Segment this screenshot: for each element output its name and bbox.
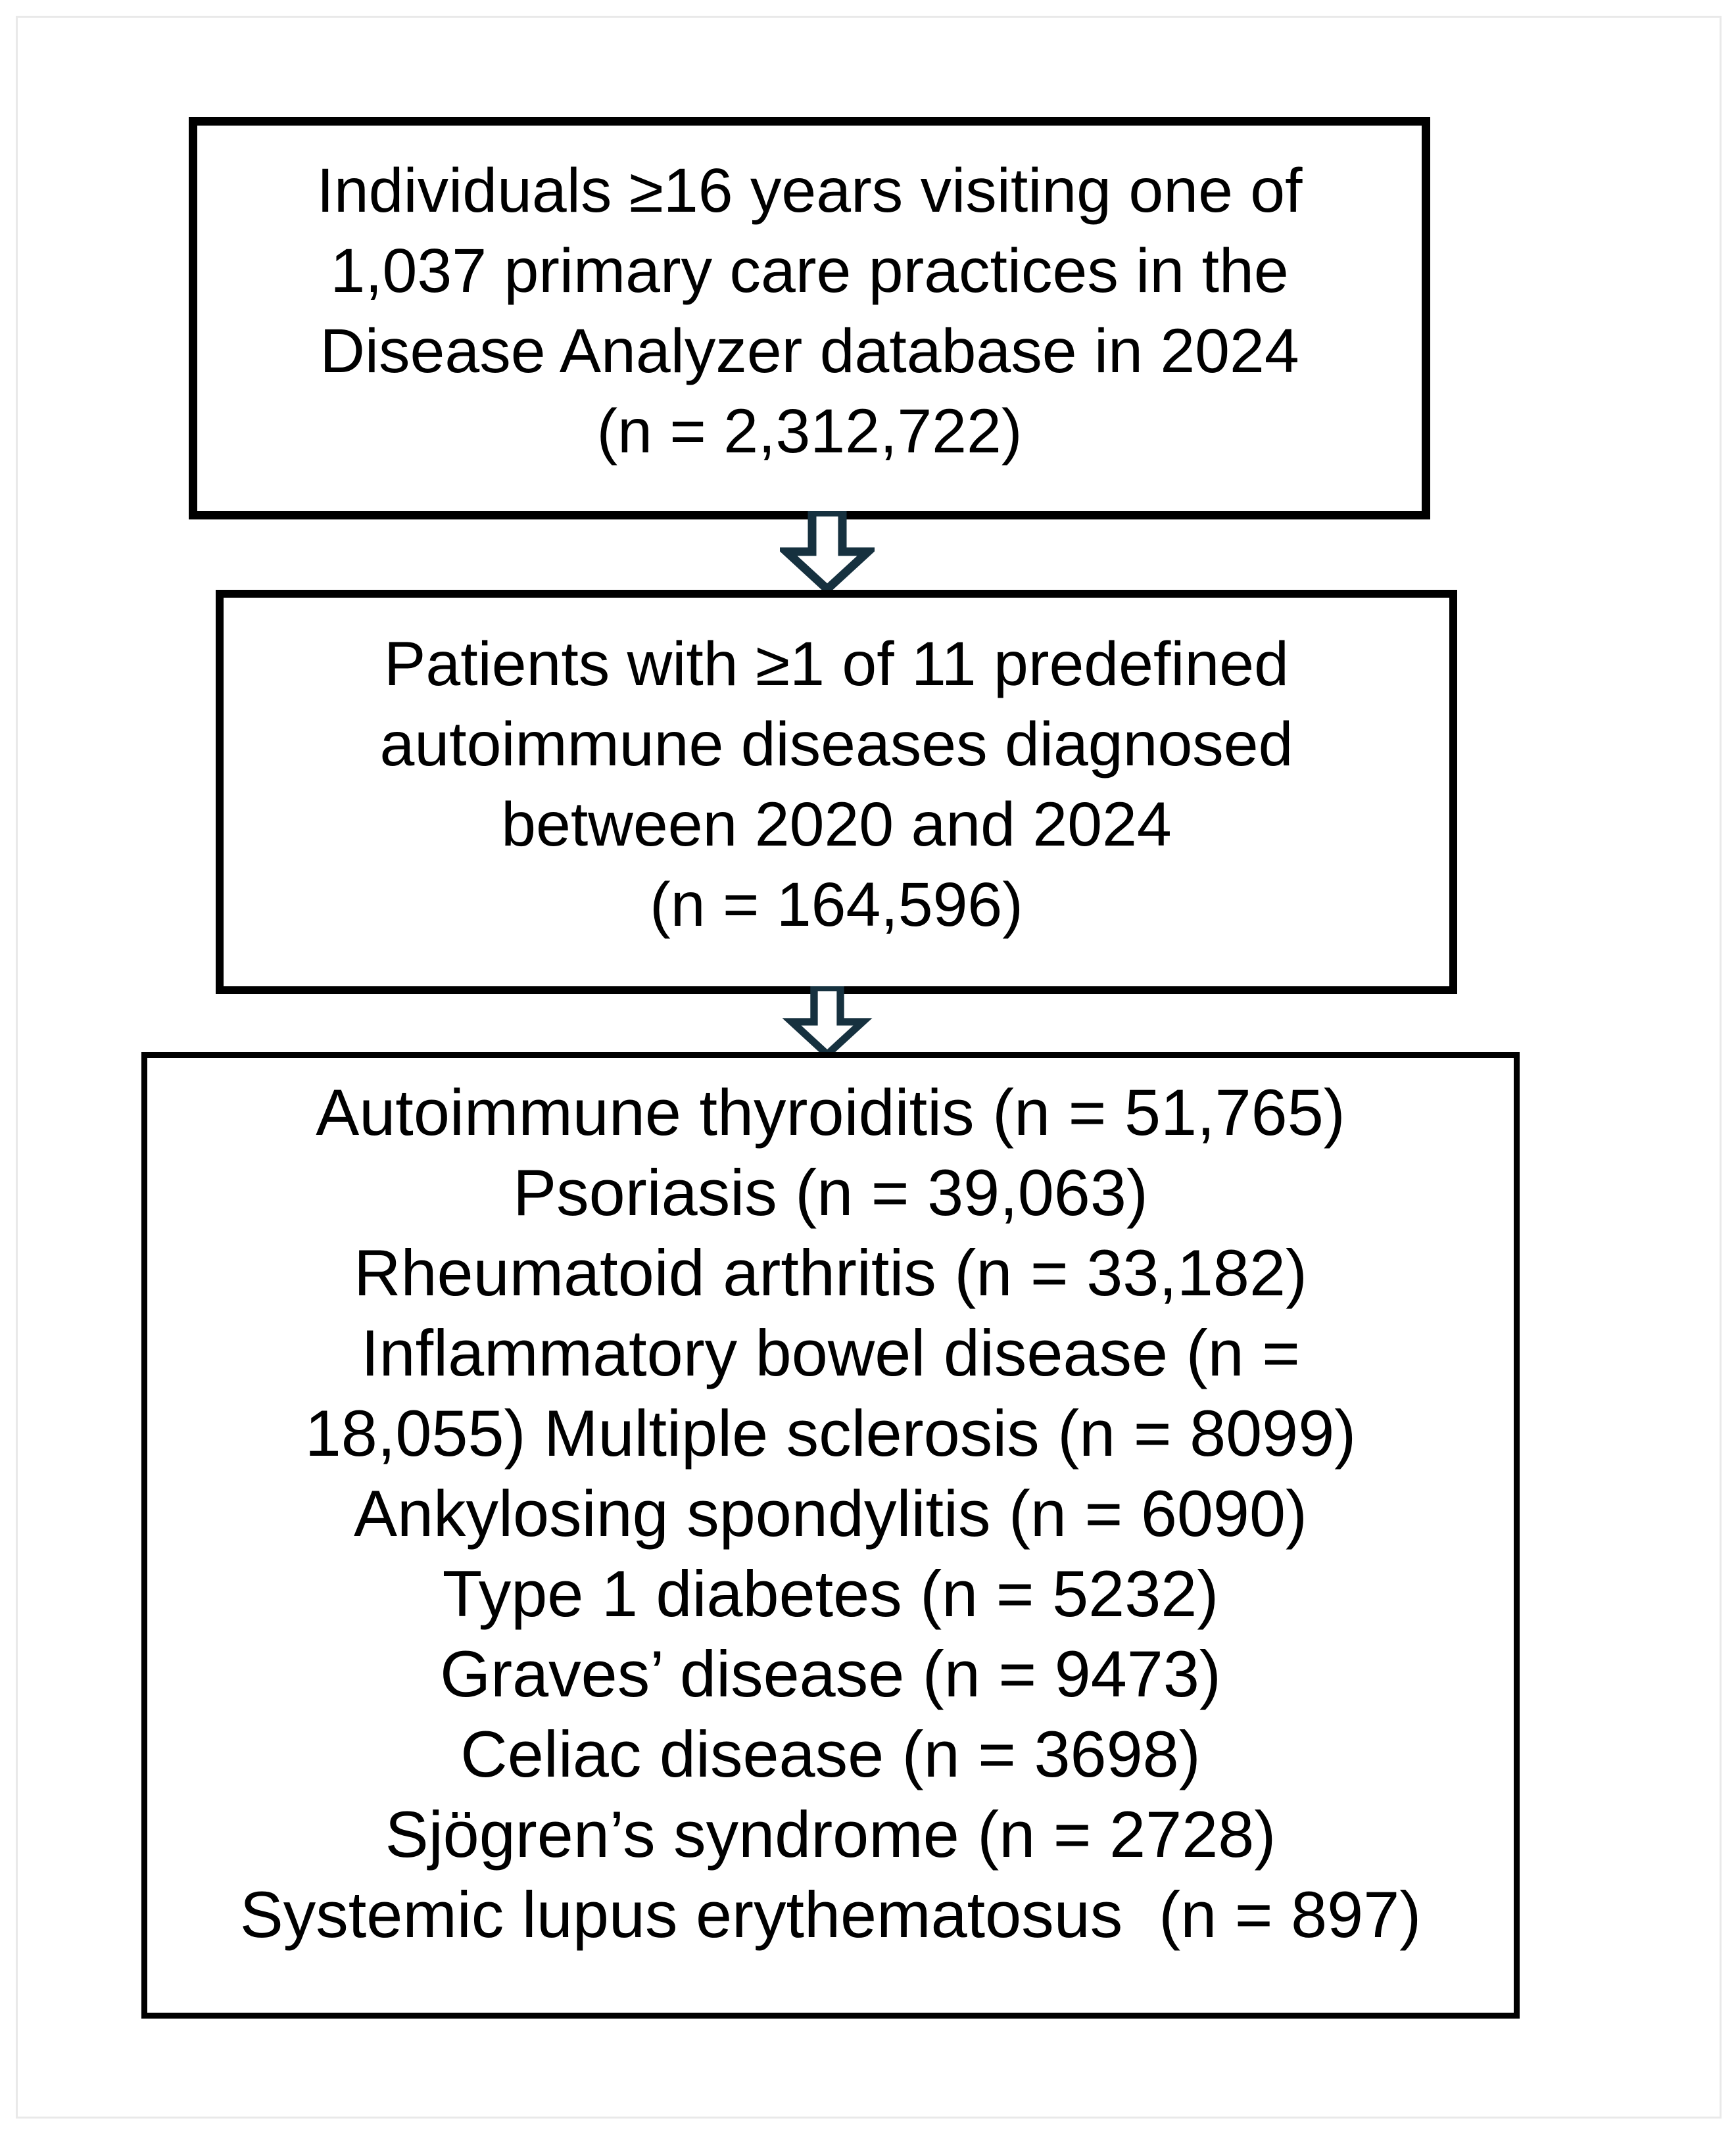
text-line: (n = 164,596) xyxy=(650,870,1023,940)
text-line: Autoimmune thyroiditis (n = 51,765) xyxy=(316,1076,1345,1149)
flow-box-diseases xyxy=(141,1052,1520,2019)
flow-box-population xyxy=(189,117,1430,519)
text-line: 18,055) Multiple sclerosis (n = 8099) xyxy=(304,1397,1357,1470)
flow-box-cohort xyxy=(216,590,1457,994)
text-line: Psoriasis (n = 39,063) xyxy=(513,1156,1148,1229)
text-line: autoimmune diseases diagnosed xyxy=(379,709,1293,779)
down-arrow-icon xyxy=(780,511,875,592)
text-line: Inflammatory bowel disease (n = xyxy=(361,1316,1300,1389)
text-line: (n = 2,312,722) xyxy=(596,396,1023,466)
text-line: Sjögren’s syndrome (n = 2728) xyxy=(385,1798,1276,1871)
text-line: Ankylosing spondylitis (n = 6090) xyxy=(353,1477,1308,1550)
down-arrow-icon xyxy=(780,986,875,1057)
text-line: Rheumatoid arthritis (n = 33,182) xyxy=(353,1236,1307,1309)
text-line: Graves’ disease (n = 9473) xyxy=(440,1637,1221,1710)
text-line: Disease Analyzer database in 2024 xyxy=(320,316,1299,386)
text-line: between 2020 and 2024 xyxy=(501,790,1172,859)
text-line: Individuals ≥16 years visiting one of xyxy=(316,156,1303,226)
text-line: 1,037 primary care practices in the xyxy=(330,236,1289,306)
text-line: Type 1 diabetes (n = 5232) xyxy=(442,1557,1219,1630)
text-line: Celiac disease (n = 3698) xyxy=(460,1717,1201,1790)
text-line: Patients with ≥1 of 11 predefined xyxy=(384,629,1289,699)
text-line: Systemic lupus erythematosus (n = 897) xyxy=(239,1878,1422,1951)
